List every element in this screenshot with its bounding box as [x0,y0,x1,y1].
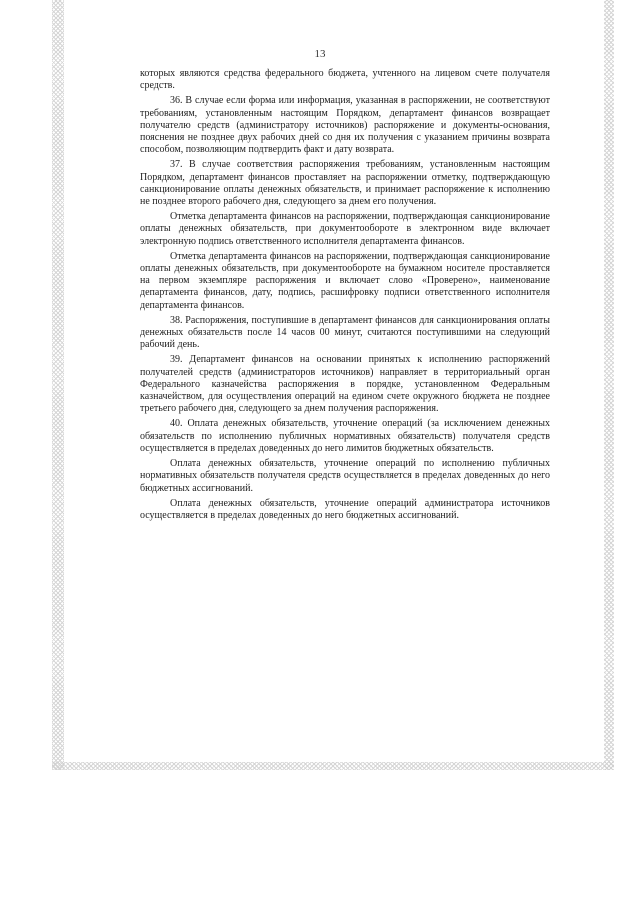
paragraph-40-public: Оплата денежных обязательств, уточнение операций по исполнению публичных нормативных обязательств получателя средств осуществляется в пределах доведенных до него бюджетных ассигнований. [140,458,550,494]
paragraph-40: 40. Оплата денежных обязательств, уточнение операций (за исключением денежных обязательств по исполнению публичных нормативных обязательств) получателя средств осуществляется в пределах доведенных до него лимитов бюджетных обязательств. [140,418,550,454]
paragraph-37-electronic: Отметка департамента финансов на распоряжении, подтверждающая санкционирование оплаты денежных обязательств, при документообороте в электронном виде включает электронную подпись ответственного исполнителя департамента финансов. [140,211,550,247]
paragraph-37: 37. В случае соответствия распоряжения требованиям, установленным настоящим Порядком, департамент финансов проставляет на распоряжении отметку, подтверждающую санкционирование оплаты денежных обязательств, и принимает распоряжение к исполнению не позднее второго рабочего дня, следующего за днем его получения. [140,159,550,208]
paragraph-36: 36. В случае если форма или информация, указанная в распоряжении, не соответствуют требованиям, установленным настоящим Порядком, департамент финансов возвращает получателю средств (администратору источников) распоряжение и документы-основания, пояснения не позднее двух рабочих дней со дня их получения с указанием причины возврата способом, позволяющим подтвердить факт и дату возврата. [140,95,550,156]
scan-border-bottom [52,762,614,770]
document-body [140,68,550,525]
paragraph-continuation: которых являются средства федерального бюджета, учтенного на лицевом счете получателя средств. [140,68,550,92]
page-number: 13 [314,48,326,60]
paragraph-38: 38. Распоряжения, поступившие в департамент финансов для санкционирования оплаты денежных обязательств после 14 часов 00 минут, считаются поступившими на следующий рабочий день. [140,314,550,351]
scan-border-right [604,0,614,770]
paragraph-40-sources: Оплата денежных обязательств, уточнение операций администратора источников осуществляется в пределах доведенных до него бюджетных ассигнований. [140,497,550,521]
scan-border-left [52,0,64,770]
paragraph-39: 39. Департамент финансов на основании принятых к исполнению распоряжений получателей средств (администраторов источников) направляет в территориальный орган Федерального казначейства распоряжения в порядке, установленном Федеральным казначейством, для осуществления операций на едином счете окружного бюджета не позднее третьего рабочего дня, следующего за днем получения распоряжения. [140,354,550,415]
paragraph-37-paper: Отметка департамента финансов на распоряжении, подтверждающая санкционирование оплаты денежных обязательств, при документообороте на бумажном носителе проставляется на первом экземпляре распоряжения и включает слово «Проверено», наименование департамента финансов, дату, подпись, расшифровку подписи ответственного исполнителя департамента финансов. [140,250,550,311]
